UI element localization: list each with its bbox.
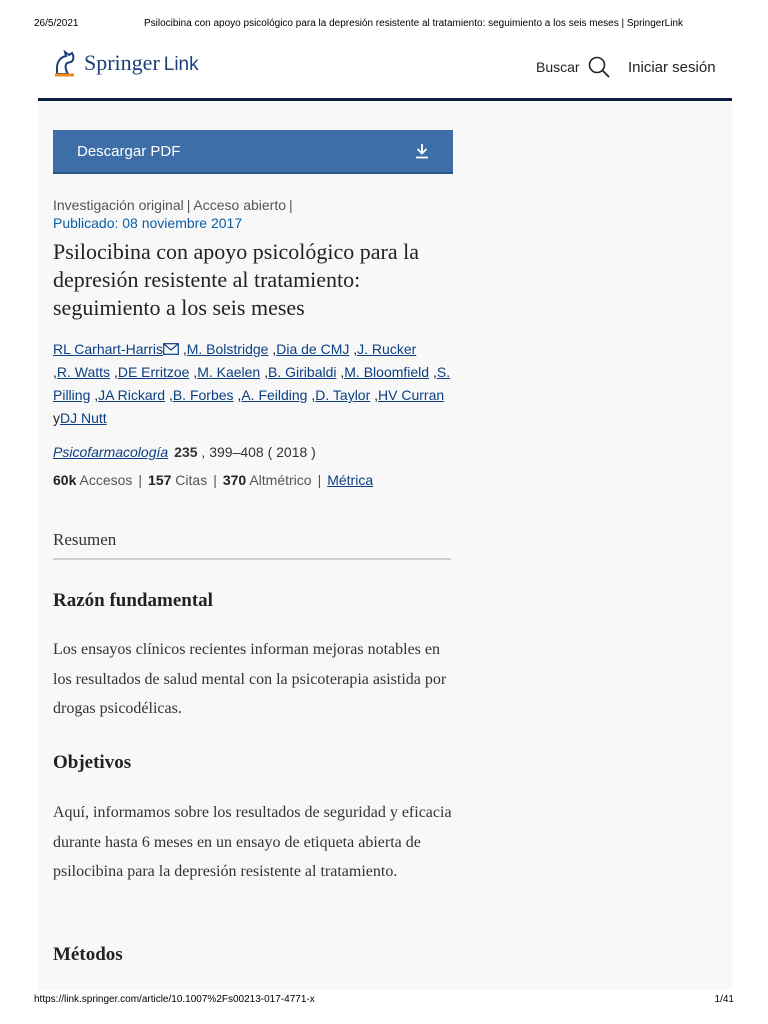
altmetric-label: Altmétrico	[249, 472, 312, 488]
author-link[interactable]: DJ Nutt	[60, 410, 107, 426]
author-link[interactable]: M. Bolstridge	[186, 341, 269, 357]
author-link[interactable]: JA Rickard	[98, 387, 166, 403]
print-footer	[34, 994, 734, 1005]
author-link[interactable]: R. Watts	[56, 364, 111, 380]
author-link[interactable]: RL Carhart-Harris	[53, 341, 163, 357]
author-link[interactable]: DE Erritzoe	[117, 364, 190, 380]
site-header	[38, 42, 732, 101]
author-link[interactable]: S. Pilling	[53, 364, 451, 403]
print-header	[34, 18, 734, 29]
altmetric-count: 370	[222, 472, 247, 488]
access-badge: Acceso abierto	[193, 197, 286, 213]
search-label: Buscar	[536, 59, 580, 75]
springerlink-logo[interactable]	[52, 48, 199, 78]
mail-icon[interactable]	[163, 343, 179, 355]
author-link[interactable]: B. Giribaldi	[268, 364, 337, 380]
print-url: https://link.springer.com/article/10.1007%2Fs00213-017-4771-x	[34, 994, 315, 1005]
journal-volume: 235	[174, 444, 198, 460]
login-link[interactable]: Iniciar sesión	[628, 59, 716, 76]
author-link[interactable]: B. Forbes	[172, 387, 234, 403]
download-pdf-label: Descargar PDF	[77, 142, 181, 160]
springer-horse-icon	[52, 48, 78, 78]
journal-citation	[53, 444, 453, 460]
rationale-text: Los ensayos clínicos recientes informan mejoras notables en los resultados de salud mental con la psicoterapia asistida por drogas psicodélicas.	[53, 641, 447, 717]
rationale-heading: Razón fundamental	[53, 590, 213, 611]
citations-label: Citas	[175, 472, 208, 488]
author-link[interactable]: J. Rucker	[357, 341, 417, 357]
published-date: Publicado: 08 noviembre 2017	[53, 215, 243, 231]
accesses-count: 60k	[53, 472, 77, 488]
article-type: Investigación original	[53, 197, 184, 213]
author-link[interactable]: Dia de CMJ	[276, 341, 350, 357]
metrics-link[interactable]: Métrica	[327, 472, 374, 488]
search-button[interactable]	[536, 56, 610, 78]
objectives-heading: Objetivos	[53, 752, 132, 773]
objectives-text: Aquí, informamos sobre los resultados de seguridad y eficacia durante hasta 6 meses en un ensayo de etiqueta abierta de psilocibina para la depresión resistente al tratamiento.	[53, 804, 452, 880]
author-link[interactable]: A. Feilding	[241, 387, 308, 403]
download-pdf-button[interactable]	[53, 130, 453, 174]
journal-pages: , 399–408 ( 2018 )	[201, 444, 316, 460]
print-document-title: Psilocibina con apoyo psicológico para la depresión resistente al tratamiento: seguimiento a los seis meses | SpringerLink	[144, 18, 683, 29]
methods-heading: Métodos	[53, 944, 123, 965]
author-link[interactable]: D. Taylor	[315, 387, 371, 403]
download-icon	[415, 143, 429, 159]
author-link[interactable]: HV Curran	[378, 387, 445, 403]
abstract-heading: Resumen	[53, 530, 451, 560]
print-page-number: 1/41	[714, 994, 734, 1005]
author-link[interactable]: M. Bloomfield	[344, 364, 430, 380]
article-metrics: 60k Accesos | 157 Citas | 370 Altmétrico | Métrica	[53, 472, 374, 488]
print-date: 26/5/2021	[34, 18, 79, 29]
citations-count: 157	[148, 472, 172, 488]
search-icon	[588, 56, 610, 78]
article-meta: Investigación original | Acceso abierto | Publicado: 08 noviembre 2017	[53, 197, 293, 231]
article-title: Psilocibina con apoyo psicológico para la depresión resistente al tratamiento: seguimiento a los seis meses	[53, 239, 419, 320]
journal-name-link[interactable]: Psicofarmacología	[53, 444, 169, 460]
author-link[interactable]: M. Kaelen	[197, 364, 261, 380]
logo-wordmark: Springer Link	[84, 50, 199, 75]
author-list: RL Carhart-Harris ,M. Bolstridge ,Dia de CMJ ,J. Rucker ,R. Watts ,DE Erritzoe ,M. Kaelen ,B. Giribaldi ,M. Bloomfield ,S. Pilling ,JA Rickard ,B. Forbes ,A. Feilding ,D. Taylor ,HV Curran yDJ Nutt	[53, 341, 451, 426]
accesses-label: Accesos	[79, 472, 133, 488]
